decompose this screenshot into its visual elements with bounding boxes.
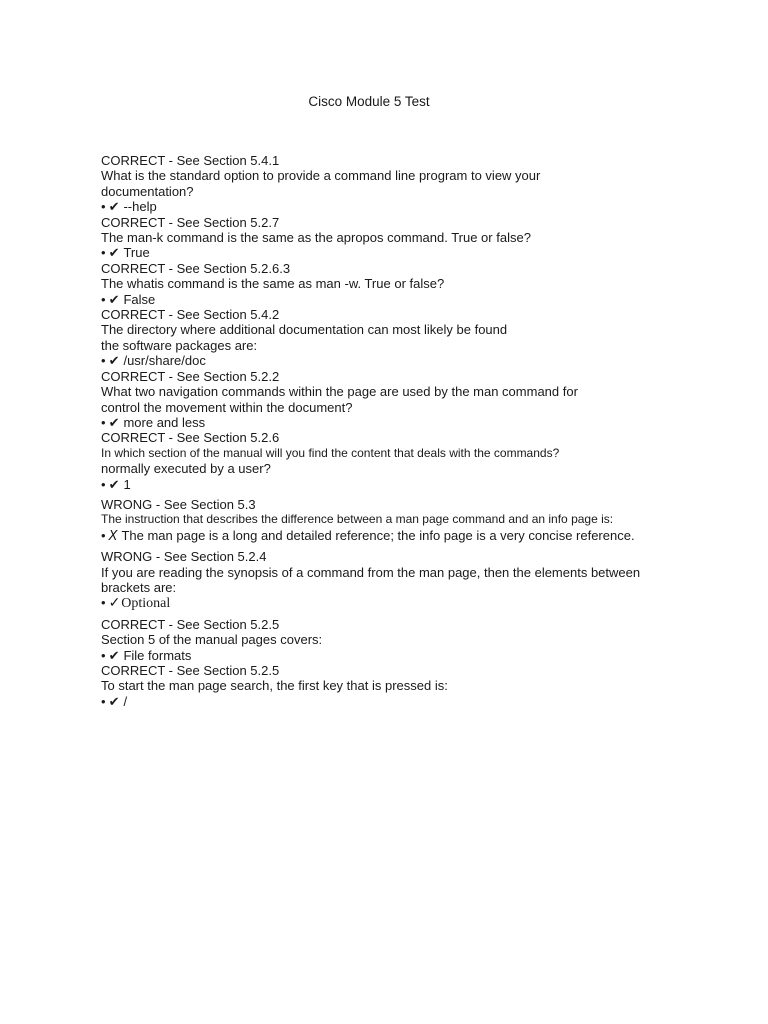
question-text-line: If you are reading the synopsis of a command from the man page, then the elements between	[101, 564, 641, 580]
check-icon: ✔	[108, 245, 120, 261]
question-text-line: What is the standard option to provide a command line program to view your	[101, 168, 541, 184]
answer-text: True	[123, 245, 150, 261]
question-item	[101, 369, 701, 431]
question-text-line: the software packages are:	[101, 337, 258, 353]
check-icon: ✔	[108, 414, 120, 430]
bullet: •	[101, 693, 106, 709]
question-text-line: documentation?	[101, 183, 194, 199]
question-status: CORRECT - See Section 5.2.2	[101, 368, 280, 384]
bullet: •	[101, 199, 106, 215]
bullet: •	[101, 245, 106, 261]
question-status: CORRECT - See Section 5.2.7	[101, 214, 280, 230]
question-item	[101, 430, 701, 492]
bullet: •	[101, 414, 106, 430]
bullet: •	[101, 595, 106, 611]
question-text-line: Section 5 of the manual pages covers:	[101, 632, 323, 648]
question-text-line: The instruction that describes the difference between a man page command and an info page is:	[101, 512, 614, 527]
answer-text: /	[123, 693, 128, 709]
answer-text: False	[123, 291, 156, 307]
question-text-line: In which section of the manual will you find the content that deals with the commands?	[101, 445, 560, 460]
question-status: CORRECT - See Section 5.4.2	[101, 307, 280, 323]
answer-text: 1	[123, 476, 131, 492]
question-text-line: To start the man page search, the first key that is pressed is:	[101, 678, 448, 694]
check-icon: ✔	[108, 647, 120, 663]
question-text-line: The man-k command is the same as the apropos command. True or false?	[101, 230, 531, 246]
question-item	[101, 215, 701, 261]
answer-line	[101, 477, 701, 492]
answer-line	[101, 694, 701, 709]
answer-text: --help	[123, 199, 157, 215]
question-item	[101, 663, 701, 709]
question-item	[101, 497, 701, 544]
question-text-line: The whatis command is the same as man -w. True or false?	[101, 276, 445, 292]
answer-text: The man page is a long and detailed reference; the info page is a very concise reference.	[121, 527, 635, 543]
question-item	[101, 617, 701, 663]
question-status: CORRECT - See Section 5.4.1	[101, 153, 280, 168]
answer-line	[101, 648, 701, 663]
check-icon: ✔	[108, 476, 120, 492]
question-text-line: The directory where additional documentation can most likely be found	[101, 322, 508, 338]
question-item	[101, 549, 701, 612]
question-status: CORRECT - See Section 5.2.5	[101, 663, 280, 678]
document-title: Cisco Module 5 Test	[308, 94, 430, 109]
bullet: •	[101, 476, 106, 492]
bullet: •	[101, 353, 106, 369]
question-item	[101, 307, 701, 369]
answer-text: File formats	[123, 647, 192, 663]
bullet: •	[101, 647, 106, 663]
answer-line	[101, 353, 701, 368]
question-status: CORRECT - See Section 5.2.5	[101, 616, 280, 632]
check-icon: ✔	[108, 199, 120, 215]
question-text-line: normally executed by a user?	[101, 461, 271, 477]
question-list	[101, 153, 701, 709]
question-item	[101, 153, 701, 215]
answer-line	[101, 245, 701, 260]
bullet: •	[101, 527, 106, 543]
question-status: CORRECT - See Section 5.2.6.3	[101, 260, 291, 276]
answer-line	[101, 292, 701, 307]
answer-line	[101, 199, 701, 214]
bullet: •	[101, 291, 106, 307]
question-status: WRONG - See Section 5.3	[101, 496, 256, 512]
question-status: WRONG - See Section 5.2.4	[101, 549, 267, 565]
check-icon: ✔	[108, 693, 120, 709]
answer-line	[101, 595, 701, 611]
answer-text: /usr/share/doc	[123, 353, 206, 369]
check-icon: ✔	[108, 353, 120, 369]
question-text-line: What two navigation commands within the page are used by the man command for	[101, 384, 578, 400]
answer-line	[101, 528, 701, 544]
question-status: CORRECT - See Section 5.2.6	[101, 430, 280, 446]
answer-text: more and less	[123, 414, 206, 430]
check-icon: ✔	[108, 291, 120, 307]
answer-line	[101, 415, 701, 430]
check-icon: ✓	[108, 596, 121, 612]
x-mark-icon: X	[108, 528, 118, 544]
question-item	[101, 261, 701, 307]
question-text-line: control the movement within the document?	[101, 399, 353, 415]
question-text-line: brackets are:	[101, 579, 177, 595]
answer-text: Optional	[121, 596, 171, 612]
